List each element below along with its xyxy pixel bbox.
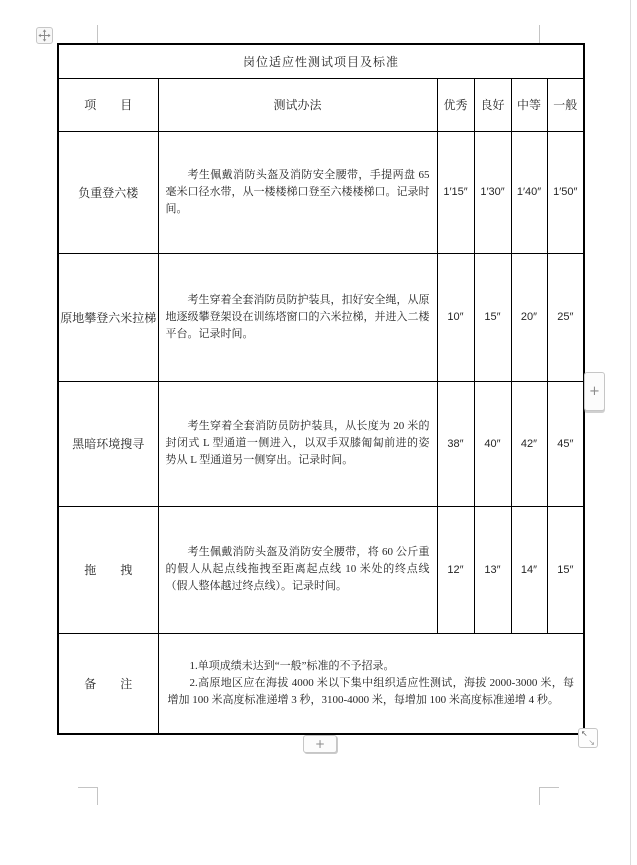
table-row bbox=[58, 381, 584, 506]
header-grade-excellent[interactable]: 优秀 bbox=[437, 78, 474, 131]
table-row bbox=[58, 506, 584, 633]
score-cell[interactable]: 1′50″ bbox=[547, 131, 584, 253]
score-cell[interactable]: 10″ bbox=[437, 253, 474, 381]
method-cell[interactable] bbox=[158, 506, 437, 633]
score-cell[interactable]: 25″ bbox=[547, 253, 584, 381]
score-cell[interactable]: 13″ bbox=[474, 506, 511, 633]
score-cell[interactable]: 15″ bbox=[547, 506, 584, 633]
resize-diagonal-icon: ↘ bbox=[588, 738, 595, 747]
remarks-row bbox=[58, 633, 584, 734]
header-grade-good[interactable]: 良好 bbox=[474, 78, 511, 131]
item-cell[interactable]: 黑暗环境搜寻 bbox=[58, 381, 158, 506]
item-cell[interactable]: 拖 拽 bbox=[58, 506, 158, 633]
plus-icon: + bbox=[589, 384, 600, 399]
add-column-button[interactable] bbox=[584, 372, 605, 411]
title-row bbox=[58, 44, 584, 78]
margin-mark-bottom-left bbox=[78, 787, 98, 805]
score-cell[interactable]: 1′30″ bbox=[474, 131, 511, 253]
method-text: 考生佩戴消防头盔及消防安全腰带，手提两盘 65 毫米口径水带，从一楼楼梯口登至六楼楼梯口。记录时间。 bbox=[165, 168, 430, 215]
header-grade-general[interactable]: 一般 bbox=[547, 78, 584, 131]
page-edge-line bbox=[630, 0, 631, 865]
table-row bbox=[58, 253, 584, 381]
item-cell[interactable]: 原地攀登六米拉梯 bbox=[58, 253, 158, 381]
item-cell[interactable]: 负重登六楼 bbox=[58, 131, 158, 253]
score-cell[interactable]: 45″ bbox=[547, 381, 584, 506]
margin-mark-top-left bbox=[97, 25, 98, 43]
margin-mark-bottom-right bbox=[539, 787, 559, 805]
header-method-cell[interactable]: 测试办法 bbox=[158, 78, 437, 131]
score-cell[interactable]: 40″ bbox=[474, 381, 511, 506]
remarks-content-cell[interactable] bbox=[158, 633, 584, 734]
remarks-line: 1.单项成绩未达到“一般”标准的不予招录。 bbox=[189, 659, 395, 672]
table-move-handle[interactable] bbox=[36, 27, 53, 44]
score-cell[interactable]: 20″ bbox=[511, 253, 547, 381]
header-grade-medium[interactable]: 中等 bbox=[511, 78, 547, 131]
plus-icon: + bbox=[314, 737, 326, 751]
method-text: 考生穿着全套消防员防护装具，扣好安全绳，从原地逐级攀登架设在训练塔窗口的六米拉梯，并进入二楼平台。记录时间。 bbox=[165, 293, 430, 340]
test-standards-table bbox=[57, 43, 585, 735]
method-text: 考生穿着全套消防员防护装具，从长度为 20 米的封闭式 L 型通道一侧进入，以双手双膝匍匐前进的姿势从 L 型通道另一侧穿出。记录时间。 bbox=[165, 420, 430, 466]
score-cell[interactable]: 42″ bbox=[511, 381, 547, 506]
score-cell[interactable]: 38″ bbox=[437, 381, 474, 506]
move-icon bbox=[38, 29, 51, 42]
header-item-cell[interactable]: 项 目 bbox=[58, 78, 158, 131]
method-text: 考生佩戴消防头盔及消防安全腰带，将 60 公斤重的假人从起点线拖拽至距离起点线 10 米处的终点线（假人整体越过终点线）。记录时间。 bbox=[165, 546, 430, 592]
method-cell[interactable] bbox=[158, 253, 437, 381]
score-cell[interactable]: 14″ bbox=[511, 506, 547, 633]
header-row bbox=[58, 78, 584, 131]
remarks-label-cell[interactable]: 备 注 bbox=[58, 633, 158, 734]
method-cell[interactable] bbox=[158, 131, 437, 253]
score-cell[interactable]: 12″ bbox=[437, 506, 474, 633]
table-resize-handle[interactable] bbox=[578, 728, 598, 748]
score-cell[interactable]: 1′40″ bbox=[511, 131, 547, 253]
remarks-line: 2.高原地区应在海拔 4000 米以下集中组织适应性测试，海拔 2000-3000 米，每增加 100 米高度标准递增 3 秒，3100-4000 米，每增加 100 米高度标准递增 4 秒。 bbox=[167, 676, 575, 706]
score-cell[interactable]: 1′15″ bbox=[437, 131, 474, 253]
score-cell[interactable]: 15″ bbox=[474, 253, 511, 381]
method-cell[interactable] bbox=[158, 381, 437, 506]
add-row-button[interactable] bbox=[303, 735, 337, 753]
table-row bbox=[58, 131, 584, 253]
resize-diagonal-icon: ↖ bbox=[581, 729, 588, 738]
table-title-cell[interactable]: 岗位适应性测试项目及标准 bbox=[58, 44, 584, 78]
margin-mark-top-right bbox=[539, 25, 540, 43]
